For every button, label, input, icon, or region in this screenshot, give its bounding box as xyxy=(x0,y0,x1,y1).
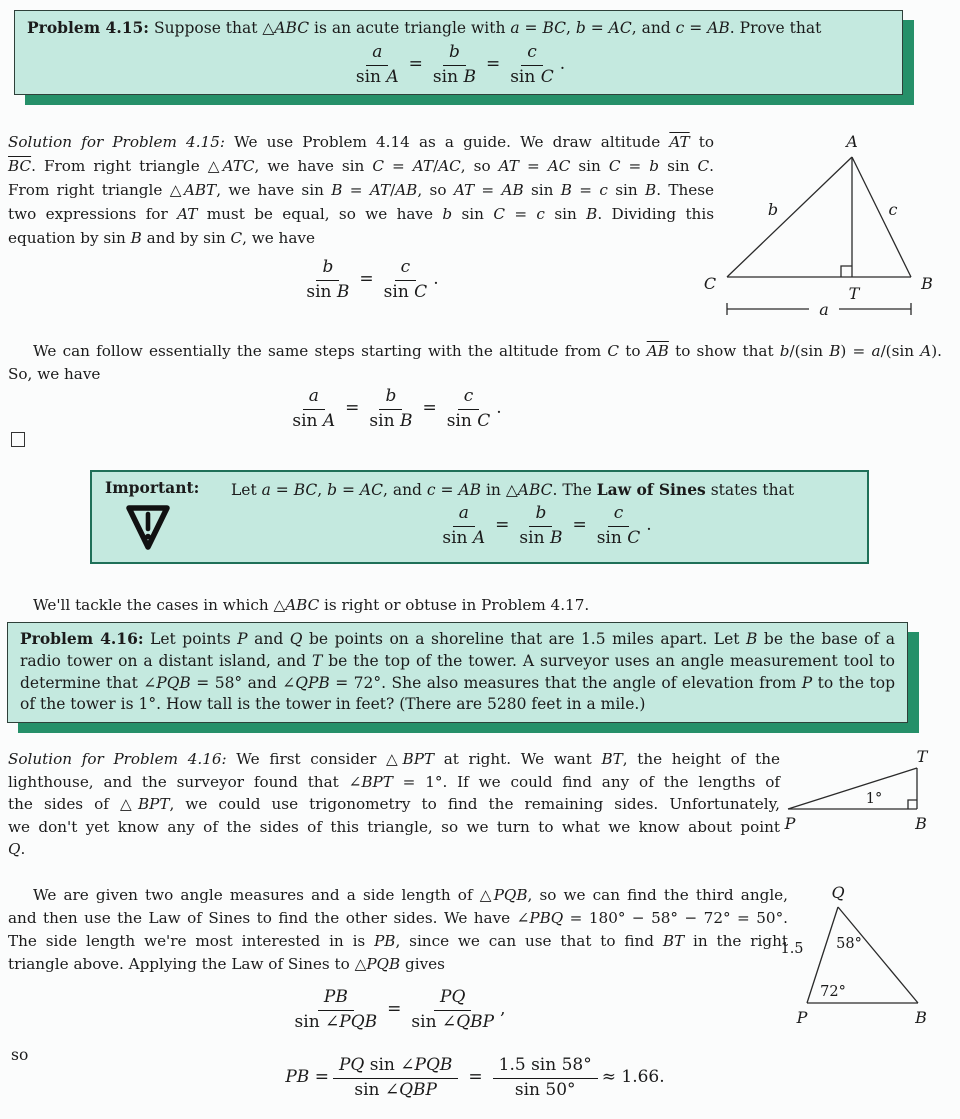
angle-analysis-paragraph: We are given two angle measures and a side length of △PQB, so we can find the third angle, and then use the Law of Sines to find the other sides. We have ∠PBQ = 180° − 58° − 72° = 50°. The side length we're most interested in is PB, since we can use that to find BT in the right triangle above. Applying the Law of Sines to △PQB gives xyxy=(8,886,788,973)
right-angle-mark xyxy=(841,266,852,277)
important-statement: Let a = BC, b = AC, and c = AB in △ABC. The Law of Sines states that xyxy=(231,480,795,499)
law-of-sines-equation: $\frac{a}{\text{sin A}}$ = $\frac{b}{\text{sin B}}$ = $\frac{c}{\text{sin C}}$ . xyxy=(292,386,502,431)
b-c-equation: $\frac{b}{\text{sin B}}$ = $\frac{c}{\text{sin C}}$ . xyxy=(306,257,439,302)
right-triangle-pbt-figure xyxy=(782,740,947,835)
top-t-label: T xyxy=(916,747,928,766)
foot-t-label: T xyxy=(848,284,860,303)
important-label: Important: xyxy=(105,478,200,497)
side-1-5-label: 1.5 xyxy=(780,941,804,957)
length-a-label: a xyxy=(819,300,829,319)
transition-paragraph: We'll tackle the cases in which △ABC is right or obtuse in Problem 4.17. xyxy=(33,596,590,614)
vertex-b-label: B xyxy=(921,274,933,293)
important-equation: $\frac{a}{\text{sin A}}$ = $\frac{b}{\text{sin B}}$ = $\frac{c}{\text{sin C}}$ . xyxy=(442,503,652,548)
vertex-c-label: C xyxy=(703,274,717,293)
so-connector: so xyxy=(11,1046,29,1064)
warning-icon xyxy=(123,501,173,553)
important-box xyxy=(90,470,869,564)
side-c-label: c xyxy=(888,200,898,219)
angle-1deg-label: 1° xyxy=(865,791,883,807)
vertex-a-label: A xyxy=(846,132,858,151)
followup-paragraph: We can follow essentially the same steps starting with the altitude from C to $\overline{AB}$ to show that b/(sin B) = a/(sin A). So, we have xyxy=(8,342,942,383)
angle-58-label: 58° xyxy=(836,936,862,952)
point-p-label: P xyxy=(784,814,796,833)
vertex-b-label: B xyxy=(915,1008,927,1027)
important-label-column xyxy=(92,472,231,562)
problem-4-16-statement: Problem 4.16: Let points P and Q be points on a shoreline that are 1.5 miles apart. Let B be the base of a radio tower on a distant island, and T be the top of the tower. A surveyor uses an angle measurement tool to determine that ∠PQB = 58° and ∠QPB = 72°. She also measures that the angle of elevation from P to the top of the tower is 1°. How tall is the tower in feet? (There are 5280 feet in a mile.) xyxy=(20,629,895,714)
problem-4-15-box xyxy=(14,10,903,95)
problem-4-15-equation: $\frac{a}{\text{sin A}}$ = $\frac{b}{\text{sin B}}$ = $\frac{c}{\text{sin C}}$ . xyxy=(355,42,566,87)
vertex-q-label: Q xyxy=(831,883,845,902)
side-b-label: b xyxy=(767,200,779,219)
triangle-pqb-figure xyxy=(772,872,937,1030)
pb-result-equation: PB = $\frac{\text{PQ sin ∠PQB}}{\text{sin ∠QBP}}$ = $\frac{1.5 \sin 58^\circ}{\sin 50^\circ}$ ≈ 1.66. xyxy=(285,1055,665,1100)
right-angle-mark xyxy=(908,800,917,809)
solution-4-15-paragraph: Solution for Problem 4.15: We use Problem 4.14 as a guide. We draw altitude $\overline{AT}$ to $\overline{BC}$. From right triangle △ATC, we have sin C = AT/AC, so AT = AC sin C = b sin C. From right triangle △ABT, we have sin B = AT/AB, so AT = AB sin B = c sin B. These two expressions for AT must be equal, so we have b sin C = c sin B. Dividing this equation by sin B and by sin C, we have xyxy=(8,133,715,247)
qed-marker xyxy=(11,432,25,447)
problem-4-15-statement: Problem 4.15: Suppose that △ABC is an acute triangle with a = BC, b = AC, and c = AB. Prove that xyxy=(27,18,822,37)
vertex-p-label: P xyxy=(796,1008,808,1027)
triangle-abc-figure xyxy=(697,127,942,322)
problem-4-16-box xyxy=(7,622,908,723)
base-b-label: B xyxy=(915,814,927,833)
pqb-law-equation: $\frac{PB}{\text{sin ∠PQB}}$ = $\frac{PQ}{\text{sin ∠QBP}}$ , xyxy=(294,987,506,1032)
solution-4-16-paragraph: Solution for Problem 4.16: We first consider △BPT at right. We want BT, the height of the lighthouse, and the surveyor found that ∠BPT = 1°. If we could find any of the lengths of the sides of △BPT, we could use trigonometry to find the remaining sides. Unfortunately, we don't yet know any of the sides of this triangle, so we turn to what we know about point Q. xyxy=(8,750,780,858)
angle-72-label: 72° xyxy=(820,984,846,1000)
important-content xyxy=(231,472,867,562)
